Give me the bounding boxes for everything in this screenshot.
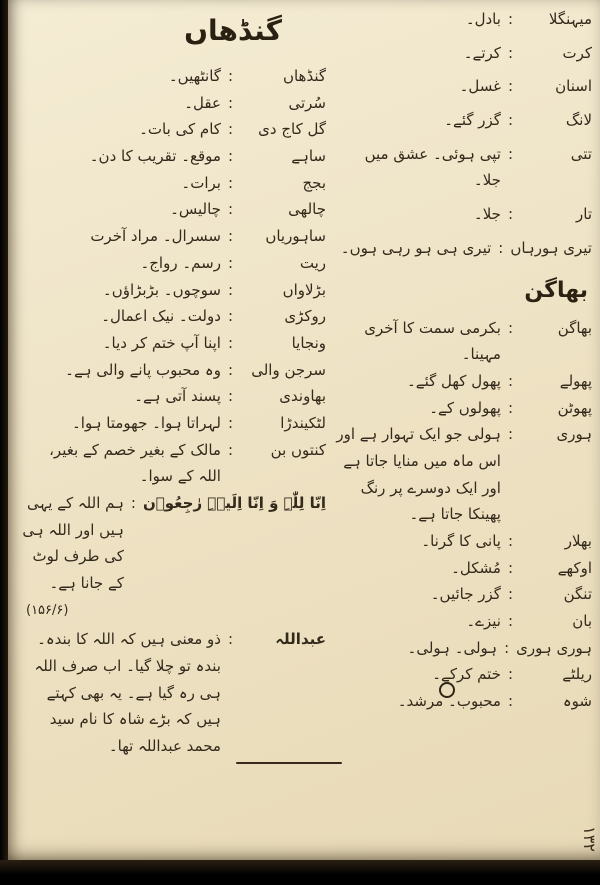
left-entries <box>22 63 326 597</box>
entry-colon: : <box>227 253 233 272</box>
ring-mark <box>439 682 455 698</box>
section-divider-line <box>236 762 342 764</box>
entry-definition: گزر گئے۔ <box>444 111 501 130</box>
dictionary-entry <box>22 63 326 90</box>
entry-term: بجج <box>302 173 326 192</box>
dictionary-entry <box>22 303 326 330</box>
entry-colon: : <box>507 10 513 28</box>
entry-definition: موقع۔ تقریب کا دن۔ <box>89 147 221 166</box>
dictionary-entry <box>22 196 326 223</box>
entry-term: ریت <box>299 253 326 272</box>
entry-colon: : <box>507 371 513 390</box>
entry-term: تتی <box>570 144 592 163</box>
entry-definition: عقل۔ <box>184 93 221 112</box>
entry-term: لٹکیندڑا <box>280 413 326 432</box>
entry-definition: ہولی۔ ہولی۔ <box>407 638 498 657</box>
dictionary-entry <box>22 143 326 170</box>
entry-definition: وہ محبوب پانے والی ہے۔ <box>65 360 221 379</box>
entry-term: پھولے <box>559 371 592 390</box>
entry-colon: : <box>507 318 513 337</box>
entry-colon: : <box>227 440 233 459</box>
entry-colon: : <box>227 280 233 299</box>
dictionary-entry <box>334 141 592 194</box>
entry-term: بان <box>572 612 592 631</box>
entry-colon: : <box>507 77 513 96</box>
entry-definition: تیری ہی ہو رہی ہوں۔ <box>340 238 492 257</box>
entry-term: گل کاج دی <box>258 120 326 139</box>
dictionary-entry <box>334 555 592 582</box>
dictionary-entry <box>22 277 326 304</box>
entry-definition: سسرال۔ مراد آخرت <box>90 227 221 246</box>
entry-definition: پسند آتی ہے۔ <box>134 387 221 406</box>
entry-colon: : <box>507 532 513 550</box>
dictionary-entry <box>334 40 592 67</box>
entry-colon: : <box>130 494 136 512</box>
entry-term: گنڈھاں <box>282 67 326 85</box>
dictionary-entry <box>22 357 326 384</box>
entry-definition: ختم کرکے۔ <box>432 665 501 684</box>
left-column <box>22 12 326 760</box>
entry-colon: : <box>507 692 513 711</box>
entry-term: کنتوں بن <box>270 440 326 459</box>
entry-definition: ہم اللہ کے یہی ہیں اور اللہ ہی کی طرف لوٹ کے جانا ہے۔ <box>22 494 124 593</box>
entry-term: پھوٹن <box>557 398 592 417</box>
entry-term: تار <box>576 205 592 224</box>
entry-definition: کام کی بات۔ <box>139 120 221 139</box>
dictionary-entry <box>334 368 592 395</box>
dictionary-entry <box>22 116 326 143</box>
entry-colon: : <box>227 630 233 649</box>
entry-definition: تپی ہوئی۔ عشق میں جلا۔ <box>364 144 501 190</box>
entry-definition: غسل۔ <box>459 77 501 96</box>
entry-colon: : <box>227 360 233 379</box>
entry-term: کرت <box>562 43 592 62</box>
dictionary-entry <box>334 201 592 228</box>
entry-definition: مالک کے بغیر خصم کے بغیر، اللہ کے سوا۔ <box>49 440 221 486</box>
dictionary-entry <box>22 170 326 197</box>
entry-term: ریلٹے <box>562 665 592 684</box>
entry-definition: بکرمی سمت کا آخری مہینا۔ <box>364 318 501 364</box>
entry-term: ہوری <box>556 425 592 444</box>
entry-definition: لہراتا ہوا۔ جھومتا ہوا۔ <box>72 413 221 432</box>
entry-colon: : <box>227 173 233 192</box>
entry-definition: کرتے۔ <box>463 43 501 62</box>
dictionary-entry <box>334 581 592 608</box>
entry-definition: گانٹھیں۔ <box>168 67 221 85</box>
entry-colon: : <box>507 144 513 163</box>
entry-definition: بادل۔ <box>465 10 501 28</box>
entry-term: میہنگلا <box>548 10 592 28</box>
entry-colon: : <box>507 612 513 631</box>
dictionary-entry <box>22 626 326 759</box>
entry-colon: : <box>507 111 513 130</box>
entry-term: ونجایا <box>291 333 326 352</box>
scan-edge-bottom <box>0 860 600 885</box>
entry-definition: ذو معنی ہیں کہ اللہ کا بندہ۔ بندہ تو چلا گیا۔ اب صرف اللہ ہی رہ گیا ہے۔ یہ بھی کہتے ہیں کہ بڑے شاہ کا نام سید محمد عبداللہ تھا۔ <box>34 630 221 755</box>
dictionary-entry <box>22 90 326 117</box>
entry-colon: : <box>507 205 513 224</box>
entry-term: روکڑی <box>284 307 326 326</box>
dictionary-entry <box>334 661 592 688</box>
entry-colon: : <box>227 387 233 406</box>
column-heading-gandhan: گنڈھاں <box>184 14 282 47</box>
dictionary-entry <box>22 410 326 437</box>
dictionary-entry <box>334 421 592 528</box>
entry-term: چالھی <box>288 200 326 219</box>
entry-colon: : <box>507 425 513 444</box>
entry-definition: پھولوں کے۔ <box>429 398 501 417</box>
scan-edge-left <box>0 0 8 885</box>
entry-colon: : <box>507 558 513 577</box>
entry-definition: جلا۔ <box>473 205 501 224</box>
right-top-entries <box>334 6 592 262</box>
dictionary-entry <box>334 73 592 100</box>
entry-definition: برات۔ <box>181 173 221 192</box>
entry-colon: : <box>507 43 513 62</box>
entry-colon: : <box>227 67 233 85</box>
dictionary-entry <box>22 223 326 250</box>
entry-definition: رسم۔ رواج۔ <box>140 253 221 272</box>
page-number: ۱۳۲ <box>580 826 599 852</box>
entry-definition: ہولی جو ایک تہوار ہے اور اس ماہ میں منایا جاتا ہے اور ایک دوسرے پر رنگ پھینکا جاتا ہے۔ <box>336 425 501 524</box>
entry-definition: محبوب۔ مرشد۔ <box>397 692 501 711</box>
entry-definition: سوچوں۔ بڑبڑاؤں۔ <box>102 280 221 299</box>
entry-colon: : <box>504 638 510 657</box>
dictionary-entry <box>334 635 592 662</box>
entry-term: بھاوندی <box>279 387 326 406</box>
entry-term: تیری ہورہاں <box>510 238 592 257</box>
dictionary-entry <box>22 330 326 357</box>
entry-term: اِنّا لِلّٰہِ وَ اِنّا اِلَیۡہِ رٰجِعُوۡن <box>142 494 326 512</box>
dictionary-entry <box>22 437 326 490</box>
dictionary-entry <box>334 608 592 635</box>
entry-colon: : <box>227 120 233 139</box>
dictionary-entry <box>334 688 592 715</box>
entry-colon: : <box>227 147 233 166</box>
entry-definition: گزر جائیں۔ <box>430 585 501 604</box>
entry-colon: : <box>507 398 513 417</box>
dictionary-entry <box>334 235 592 262</box>
entry-definition: پھول کھل گئے۔ <box>407 371 501 390</box>
section-heading-bhagan: بھاگن <box>524 277 588 303</box>
entry-definition: دولت۔ نیک اعمال۔ <box>101 307 221 326</box>
entry-colon: : <box>227 93 233 112</box>
entry-definition: اپنا آپ ختم کر دیا۔ <box>102 333 221 352</box>
entry-colon: : <box>507 665 513 684</box>
dictionary-entry <box>334 315 592 368</box>
entry-colon: : <box>507 585 513 604</box>
dictionary-entry <box>334 528 592 555</box>
entry-term: اسنان <box>555 77 592 96</box>
entry-colon: : <box>227 200 233 219</box>
entry-colon: : <box>227 227 233 246</box>
entry-colon: : <box>227 333 233 352</box>
entry-term: ساہے <box>291 147 326 166</box>
entry-term: ہوری ہوری <box>516 638 592 657</box>
dictionary-entry <box>22 490 326 597</box>
dictionary-entry <box>22 250 326 277</box>
entry-definition: مُشکل۔ <box>451 558 501 577</box>
entry-term: ساہوریاں <box>265 227 326 246</box>
verse-reference: (۱۵۶/۶) <box>26 602 69 618</box>
right-column <box>334 6 592 715</box>
dictionary-entry <box>334 107 592 134</box>
entry-term: بڑلاواں <box>282 280 326 299</box>
right-section-entries <box>334 315 592 715</box>
entry-term: اوکھے <box>557 558 592 577</box>
entry-term: عبداللہ <box>275 630 326 649</box>
entry-colon: : <box>498 238 504 257</box>
entry-definition: پانی کا گرنا۔ <box>421 532 501 550</box>
entry-definition: نیزے۔ <box>466 612 501 631</box>
dictionary-entry <box>334 6 592 33</box>
entry-term: شوہ <box>562 692 592 711</box>
dictionary-entry <box>334 395 592 422</box>
entry-colon: : <box>227 307 233 326</box>
entry-term: سُرتی <box>288 93 326 112</box>
entry-definition: چالیس۔ <box>170 200 221 219</box>
entry-term: سرجن والی <box>251 360 326 379</box>
entry-colon: : <box>227 413 233 432</box>
dictionary-entry <box>22 383 326 410</box>
entry-term: لانگ <box>565 111 592 130</box>
left-final-entries <box>22 626 326 759</box>
entry-term: تنگن <box>563 585 592 604</box>
entry-term: بھاگن <box>557 318 592 337</box>
entry-term: بھلار <box>564 532 592 550</box>
book-page <box>8 0 600 860</box>
